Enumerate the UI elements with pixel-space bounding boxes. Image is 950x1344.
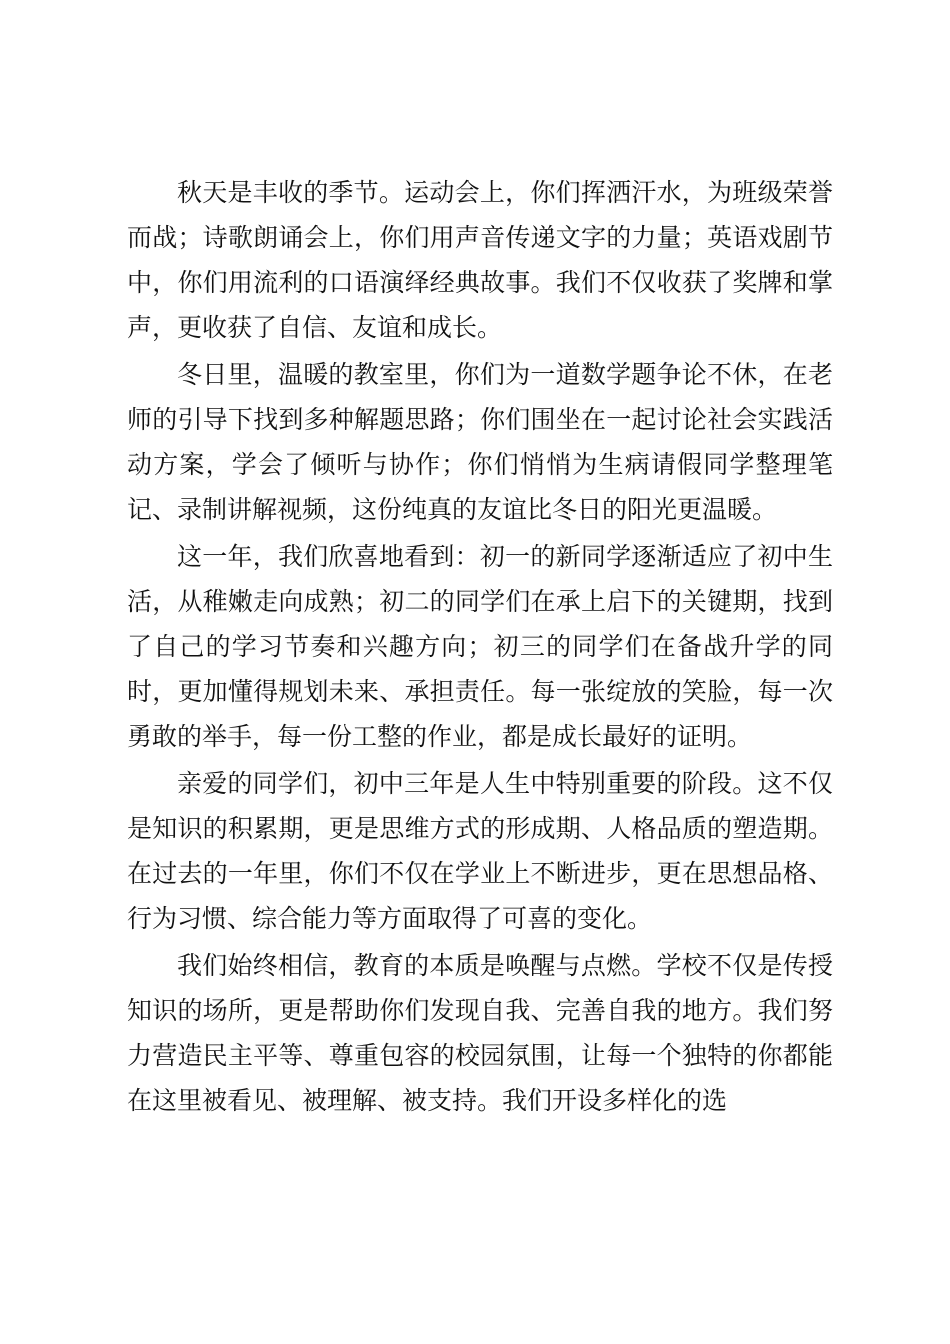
paragraph-dear-students: 亲爱的同学们，初中三年是人生中特别重要的阶段。这不仅是知识的积累期，更是思维方式的形成期、人格品质的塑造期。在过去的一年里，你们不仅在学业上不断进步，更在思想品格、行为习惯、综合能力等方面取得了可喜的变化。 (127, 769, 833, 933)
paragraph-winter: 冬日里，温暖的教室里，你们为一道数学题争论不休，在老师的引导下找到多种解题思路；你们围坐在一起讨论社会实践活动方案，学会了倾听与协作；你们悄悄为生病请假同学整理笔记、录制讲解视频，这份纯真的友谊比冬日的阳光更温暖。 (127, 360, 833, 524)
paragraph-education: 我们始终相信，教育的本质是唤醒与点燃。学校不仅是传授知识的场所，更是帮助你们发现自我、完善自我的地方。我们努力营造民主平等、尊重包容的校园氛围，让每一个独特的你都能在这里被看见、被理解、被支持。我们开设多样化的选 (127, 951, 833, 1115)
paragraph-autumn: 秋天是丰收的季节。运动会上，你们挥洒汗水，为班级荣誉而战；诗歌朗诵会上，你们用声音传递文字的力量；英语戏剧节中，你们用流利的口语演绎经典故事。我们不仅收获了奖牌和掌声，更收获了自信、友谊和成长。 (127, 178, 833, 342)
paragraph-this-year: 这一年，我们欣喜地看到：初一的新同学逐渐适应了初中生活，从稚嫩走向成熟；初二的同学们在承上启下的关键期，找到了自己的学习节奏和兴趣方向；初三的同学们在备战升学的同时，更加懂得规划未来、承担责任。每一张绽放的笑脸，每一次勇敢的举手，每一份工整的作业，都是成长最好的证明。 (127, 542, 833, 751)
document-body (127, 170, 833, 1123)
